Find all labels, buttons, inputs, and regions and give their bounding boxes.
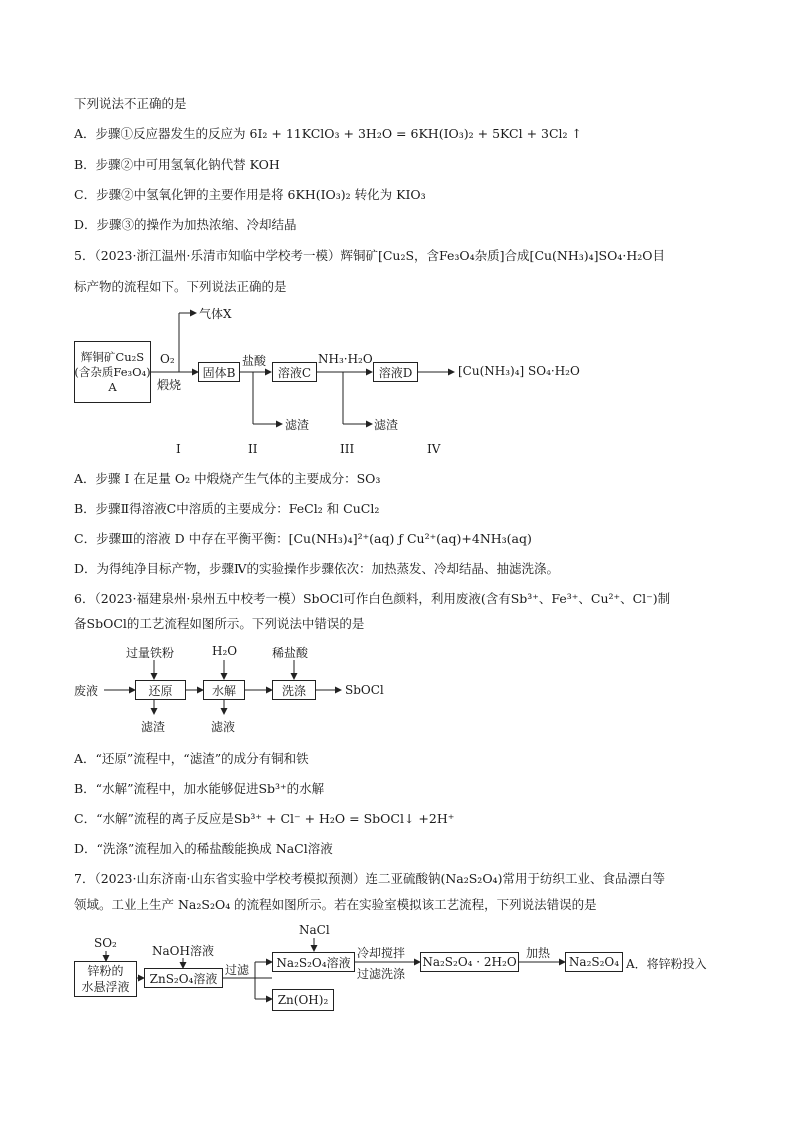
q4-option-a[interactable]: A．步骤①反应器发生的反应为 6I₂ + 11KClO₃ + 3H₂O = 6KH(IO₃)₂ + 5KCl + 3Cl₂ ↑ [74, 126, 582, 141]
filter-label: 过滤 [225, 963, 250, 977]
solid-b-box: 固体B [198, 362, 240, 382]
q5-option-c[interactable]: C．步骤Ⅲ的溶液 D 中存在平衡平衡：[Cu(NH₃)₄]²⁺(aq) ƒ Cu²⁺(aq)+4NH₃(aq) [74, 531, 532, 546]
ore-label-3: A [108, 379, 117, 394]
q5-stem-line1: 5．（2023·浙江温州·乐清市知临中学校考一模）辉铜矿[Cu₂S，含Fe₃O₄杂质]合成[Cu(NH₃)₄]SO₄·H₂O目 [74, 248, 665, 263]
zinc-label-1: 锌粉的 [87, 964, 124, 978]
q7-stem-line2: 领域。工业上生产 Na₂S₂O₄ 的流程如图所示。若在实验室模拟该工艺流程，下列说法错误的是 [74, 897, 597, 912]
q4-stem-tail: 下列说法不正确的是 [74, 96, 187, 111]
na2s2o4-solution-box: Na₂S₂O₄溶液 [272, 952, 355, 972]
water-label: H₂O [212, 644, 238, 658]
q7-stem-line1: 7．（2023·山东济南·山东省实验中学校考模拟预测）连二亚硫酸钠(Na₂S₂O₄)常用于纺织工业、食品漂白等 [74, 871, 665, 886]
filter-wash-label: 过滤洗涤 [357, 967, 406, 981]
step-2-label: II [248, 442, 258, 456]
calcine-label: 煅烧 [157, 378, 182, 392]
q4-option-d[interactable]: D．步骤③的操作为加热浓缩、冷却结晶 [74, 217, 297, 232]
q7-option-a-start[interactable]: A．将锌粉投入 [626, 957, 707, 971]
residue-2-label: 滤渣 [374, 418, 399, 432]
solution-c-box: 溶液C [272, 362, 317, 382]
zn-oh2-box: Zn(OH)₂ [272, 989, 334, 1011]
ammonia-label: NH₃·H₂O [318, 352, 373, 366]
dilute-hcl-label: 稀盐酸 [272, 646, 309, 660]
solution-d-box: 溶液D [373, 362, 418, 382]
q6-stem-line2: 备SbOCl的工艺流程如图所示。下列说法中错误的是 [74, 616, 365, 631]
iron-powder-label: 过量铁粉 [126, 646, 175, 660]
na2s2o4-final-box: Na₂S₂O₄ [565, 952, 623, 972]
step-1-label: I [176, 442, 181, 456]
sbocl-product-label: SbOCl [345, 683, 384, 697]
zns2o4-box: ZnS₂O₄溶液 [144, 968, 223, 988]
q5-option-b[interactable]: B．步骤Ⅱ得溶液C中溶质的主要成分：FeCl₂ 和 CuCl₂ [74, 501, 380, 516]
naoh-label: NaOH溶液 [152, 944, 214, 958]
reduce-box: 还原 [135, 680, 186, 700]
wash-box: 洗涤 [272, 680, 316, 700]
nacl-label: NaCl [299, 923, 330, 937]
q6-option-d[interactable]: D．“洗涤”流程加入的稀盐酸能换成 NaCl溶液 [74, 841, 333, 856]
ore-label-2: (含杂质Fe₃O₄) [74, 364, 151, 379]
so2-label: SO₂ [94, 936, 117, 950]
hydrolysis-box: 水解 [203, 680, 245, 700]
q5-option-d[interactable]: D．为得纯净目标产物，步骤Ⅳ的实验操作步骤依次：加热蒸发、冷却结晶、抽滤洗涤。 [74, 561, 560, 576]
q6-residue-label: 滤渣 [141, 720, 166, 734]
q6-stem-line1: 6．（2023·福建泉州·泉州五中校考一模）SbOCl可作白色颜料，利用废液(含有Sb³⁺、Fe³⁺、Cu²⁺、Cl⁻)制 [74, 591, 671, 606]
hydrate-box: Na₂S₂O₄ · 2H₂O [420, 952, 519, 972]
q5-stem-line2: 标产物的流程如下。下列说法正确的是 [74, 279, 287, 294]
ore-label-1: 辉铜矿Cu₂S [80, 349, 145, 364]
zinc-label-2: 水悬浮液 [81, 980, 130, 994]
o2-label: O₂ [160, 352, 175, 366]
gas-x-label: 气体X [199, 307, 232, 321]
q6-option-a[interactable]: A．“还原”流程中，“滤渣”的成分有铜和铁 [74, 751, 309, 766]
hcl-label: 盐酸 [242, 354, 267, 368]
q4-option-b[interactable]: B．步骤②中可用氢氧化钠代替 KOH [74, 157, 280, 172]
step-4-label: IV [427, 442, 441, 456]
step-3-label: III [340, 442, 355, 456]
cool-stir-label: 冷却搅拌 [357, 946, 406, 960]
q4-option-c[interactable]: C．步骤②中氢氧化钾的主要作用是将 6KH(IO₃)₂ 转化为 KIO₃ [74, 187, 426, 202]
zinc-suspension-box [74, 961, 137, 997]
q6-option-b[interactable]: B．“水解”流程中，加水能够促进Sb³⁺的水解 [74, 781, 325, 796]
residue-1-label: 滤渣 [285, 418, 310, 432]
q5-product-label: [Cu(NH₃)₄] SO₄·H₂O [458, 364, 580, 378]
waste-liquid-label: 废液 [74, 684, 99, 698]
q6-filtrate-label: 滤液 [211, 720, 236, 734]
q6-option-c[interactable]: C．“水解”流程的离子反应是Sb³⁺ + Cl⁻ + H₂O = SbOCl↓ +2H⁺ [74, 811, 455, 826]
q5-option-a[interactable]: A．步骤 I 在足量 O₂ 中煅烧产生气体的主要成分：SO₃ [74, 471, 381, 486]
heat-label: 加热 [526, 946, 551, 960]
